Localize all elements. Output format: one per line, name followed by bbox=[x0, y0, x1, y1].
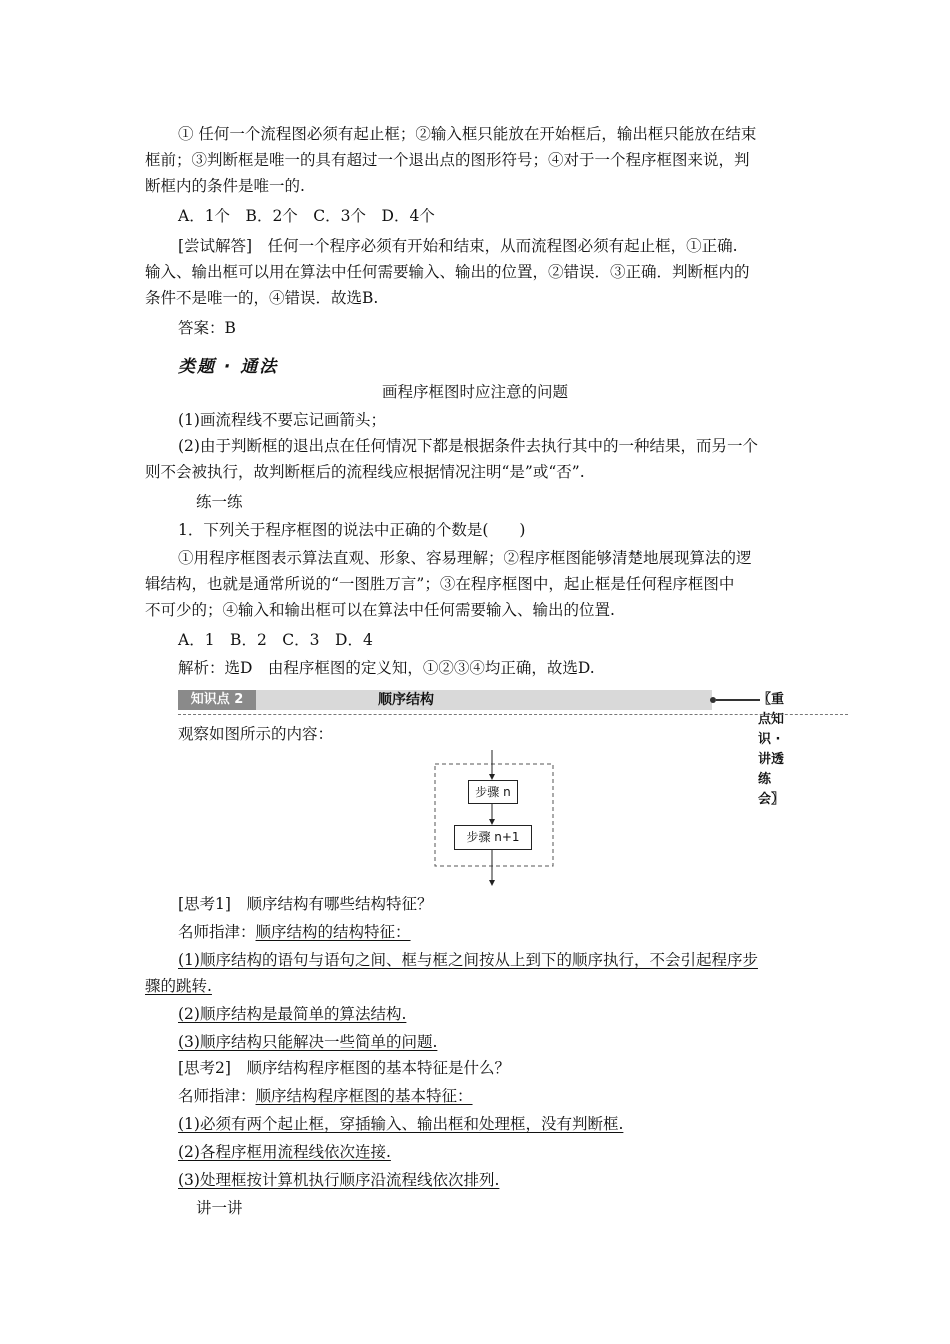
question-text-line: ① 任何一个流程图必须有起止框；②输入框只能放在开始框后，输出框只能放在结束 bbox=[178, 125, 757, 143]
guide-point: (1)必须有两个起止框，穿插输入、输出框和处理框，没有判断框. bbox=[178, 1115, 624, 1133]
flowchart-lines bbox=[434, 750, 554, 890]
banner-title: 顺序结构 bbox=[378, 692, 434, 708]
note-line: (2)由于判断框的退出点在任何情况下都是根据条件去执行其中的一种结果，而另一个 bbox=[178, 437, 758, 455]
guide-point: (2)各程序框用流程线依次连接. bbox=[178, 1143, 391, 1161]
exercise-options: A．1 B．2 C．3 D．4 bbox=[178, 631, 373, 649]
guide-label: 名师指津： bbox=[178, 923, 256, 941]
lecture-label: 讲一讲 bbox=[196, 1199, 243, 1217]
guide-point: (1)顺序结构的语句与语句之间、框与框之间按从上到下的顺序执行，不会引起程序步 bbox=[178, 951, 758, 969]
practice-label: 练一练 bbox=[196, 493, 243, 511]
guide-point: (3)处理框按计算机执行顺序沿流程线依次排列. bbox=[178, 1171, 500, 1189]
exercise-text-line: 不可少的；④输入和输出框可以在算法中任何需要输入、输出的位置. bbox=[145, 601, 615, 619]
guide-point: (2)顺序结构是最简单的算法结构. bbox=[178, 1005, 407, 1023]
knowledge-point-tag: 知识点 2 bbox=[178, 690, 256, 710]
exercise-analysis: 解析：选D 由程序框图的定义知，①②③④均正确，故选D. bbox=[178, 659, 595, 677]
guide-line bbox=[178, 922, 411, 942]
guide-point: 骤的跳转. bbox=[145, 977, 212, 995]
section-heading: 类题 · 通法 bbox=[178, 357, 279, 377]
exercise-stem: 1．下列关于程序框图的说法中正确的个数是( ) bbox=[178, 521, 526, 539]
dashed-divider bbox=[178, 714, 848, 715]
answer-line: 答案：B bbox=[178, 319, 236, 337]
process-box-step-n: 步骤 n bbox=[468, 780, 518, 804]
think-question: [思考2] 顺序结构程序框图的基本特征是什么？ bbox=[178, 1059, 510, 1077]
guide-label: 名师指津： bbox=[178, 1087, 256, 1105]
guide-title: 顺序结构程序框图的基本特征： bbox=[255, 1087, 473, 1105]
observe-prompt: 观察如图所示的内容： bbox=[178, 725, 334, 743]
guide-line bbox=[178, 1086, 473, 1106]
exercise-text-line: 辑结构，也就是通常所说的“一图胜万言”；③在程序框图中，起止框是任何程序框图中 bbox=[145, 575, 735, 593]
question-text-line: 框前；③判断框是唯一的具有超过一个退出点的图形符号；④对于一个程序框图来说，判 bbox=[145, 151, 750, 169]
arrow-down-icon bbox=[489, 880, 495, 886]
guide-title: 顺序结构的结构特征： bbox=[255, 923, 411, 941]
process-box-step-n-plus-1: 步骤 n+1 bbox=[454, 825, 532, 850]
question-text-line: 断框内的条件是唯一的. bbox=[145, 177, 305, 195]
exercise-text-line: ①用程序框图表示算法直观、形象、容易理解；②程序框图能够清楚地展现算法的逻 bbox=[178, 549, 752, 567]
banner-connector bbox=[716, 699, 760, 701]
question-options: A．1个 B．2个 C．3个 D．4个 bbox=[178, 207, 435, 225]
note-line: 则不会被执行，故判断框后的流程线应根据情况注明“是”或“否”. bbox=[145, 463, 585, 481]
section-subtitle: 画程序框图时应注意的问题 bbox=[381, 383, 568, 401]
note-line: (1)画流程线不要忘记画箭头； bbox=[178, 411, 386, 429]
try-answer-line: [尝试解答] 任何一个程序必须有开始和结束，从而流程图必须有起止框，①正确. bbox=[178, 237, 738, 255]
banner-slogan: 〖重点知识 · 讲透练会〗 bbox=[758, 692, 785, 807]
try-answer-line: 输入、输出框可以用在算法中任何需要输入、输出的位置，②错误．③正确．判断框内的 bbox=[145, 263, 750, 281]
try-answer-line: 条件不是唯一的，④错误．故选B. bbox=[145, 289, 379, 307]
guide-point: (3)顺序结构只能解决一些简单的问题. bbox=[178, 1033, 438, 1051]
think-question: [思考1] 顺序结构有哪些结构特征？ bbox=[178, 895, 433, 913]
